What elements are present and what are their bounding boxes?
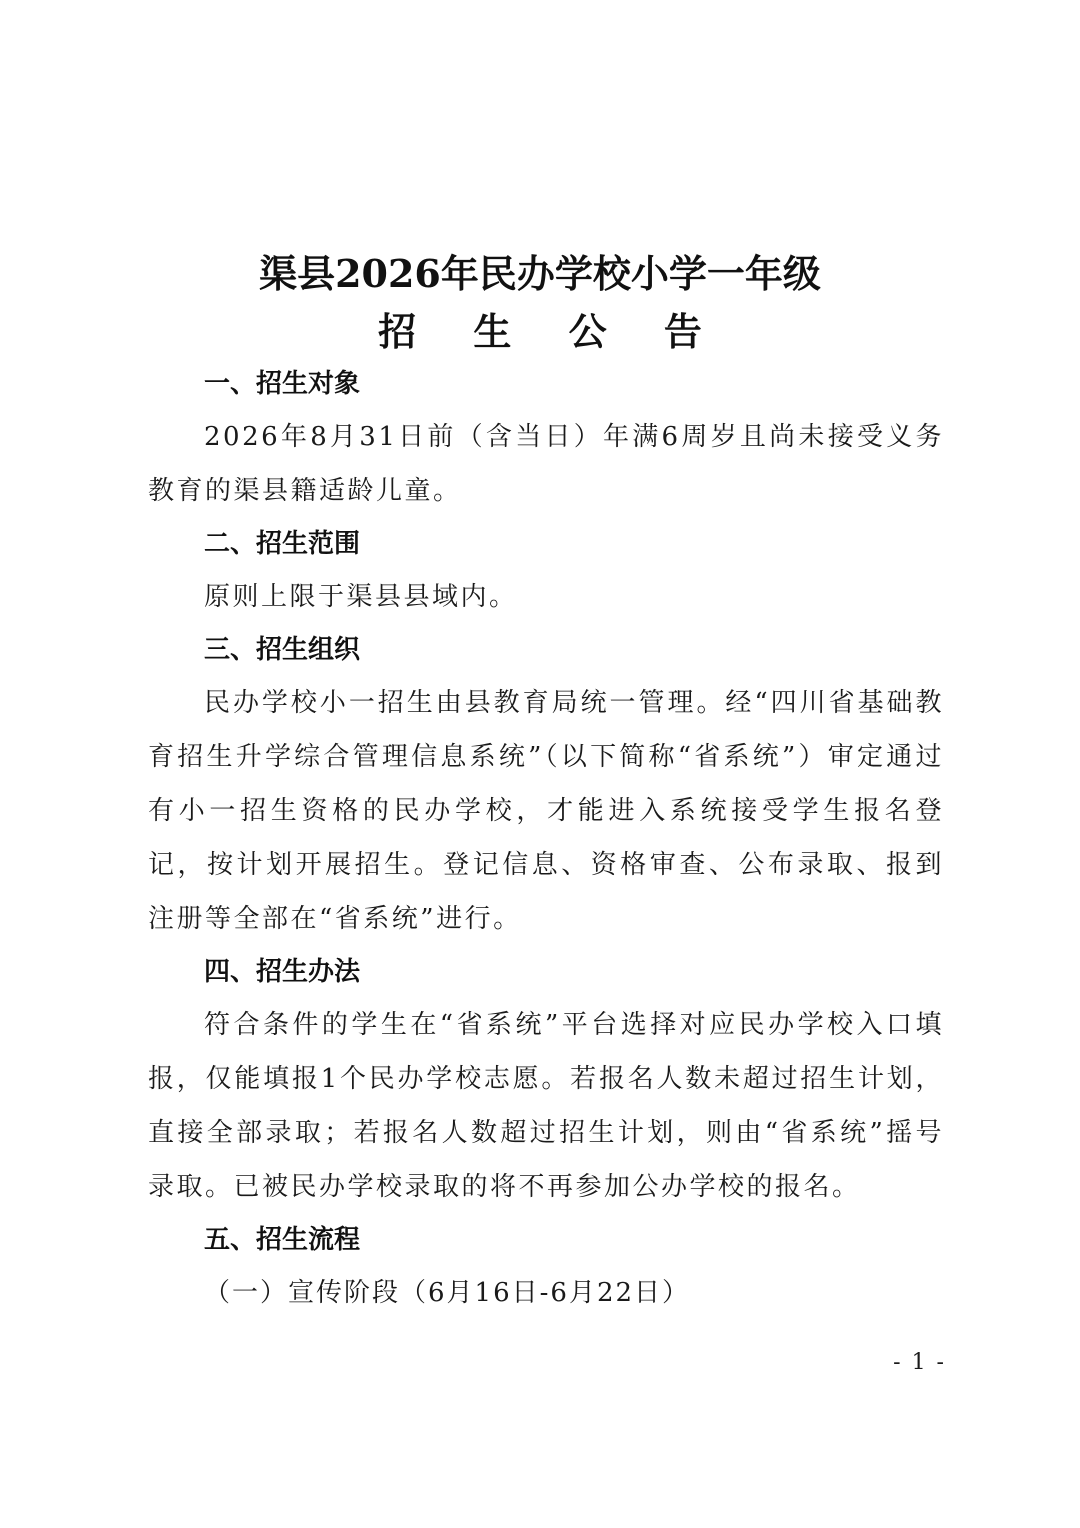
title-line-2: 招 生 公 告 <box>378 309 724 354</box>
section-heading-enrollment-target: 一、招生对象 <box>204 369 361 399</box>
section-paragraph-enrollment-scope: 原则上限于渠县县域内。 <box>204 582 518 612</box>
section-heading-enrollment-organization: 三、招生组织 <box>204 635 361 665</box>
section-heading-enrollment-process: 五、招生流程 <box>204 1225 361 1255</box>
section-heading-enrollment-method: 四、招生办法 <box>204 957 361 987</box>
section-paragraph-enrollment-method: 符合条件的学生在“省系统”平台选择对应民办学校入口填报，仅能填报1个民办学校志愿。若报名人数未超过招生计划，直接全部录取；若报名人数超过招生计划，则由“省系统”摇号录取。已被民办学校录取的将不再参加公办学校的报名。 <box>148 1010 944 1202</box>
section-paragraph-enrollment-organization: 民办学校小一招生由县教育局统一管理。经“四川省基础教育招生升学综合管理信息系统”（以下简称“省系统”）审定通过有小一招生资格的民办学校，才能进入系统接受学生报名登记，按计划开展招生。登记信息、资格审查、公布录取、报到注册等全部在“省系统”进行。 <box>148 688 944 934</box>
subheading-publicity-stage: （一）宣传阶段（6月16日-6月22日） <box>204 1278 691 1308</box>
page-number: - 1 - <box>893 1350 946 1375</box>
section-paragraph-enrollment-target: 2026年8月31日前（含当日）年满6周岁且尚未接受义务教育的渠县籍适龄儿童。 <box>148 422 944 506</box>
title-line-1: 渠县2026年民办学校小学一年级 <box>259 251 821 296</box>
document-body <box>148 358 944 1320</box>
section-heading-enrollment-scope: 二、招生范围 <box>204 529 361 559</box>
document-title <box>0 246 1080 360</box>
